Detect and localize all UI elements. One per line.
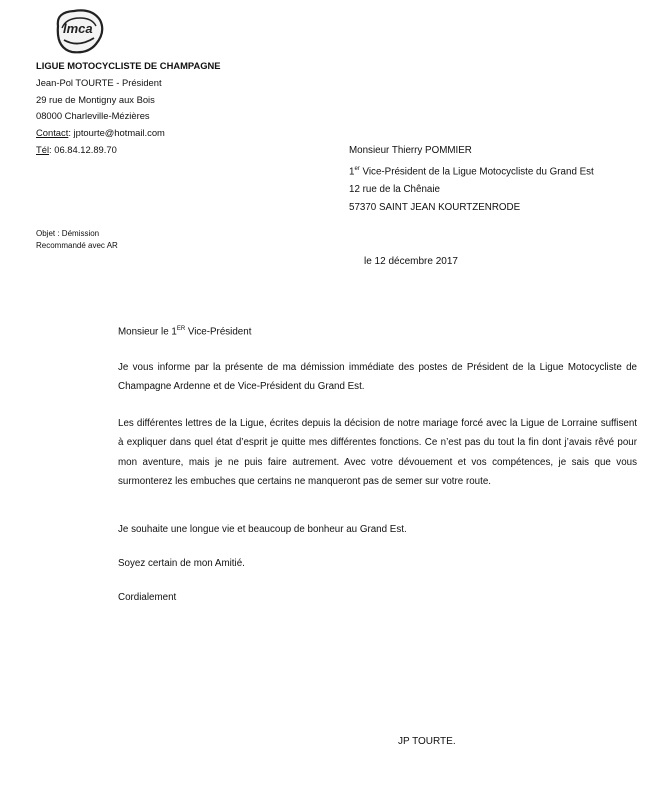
recipient-title: 1er Vice-Président de la Ligue Motocycliste du Grand Est bbox=[349, 166, 594, 178]
closing-wish: Je souhaite une longue vie et beaucoup de bonheur au Grand Est. bbox=[118, 524, 407, 535]
recipient-block bbox=[349, 142, 594, 217]
tel-value: : 06.84.12.89.70 bbox=[49, 143, 117, 155]
sender-name: Jean-Pol TOURTE - Président bbox=[36, 76, 162, 88]
recipient-street: 12 rue de la Chênaie bbox=[349, 184, 440, 196]
sender-block bbox=[36, 58, 221, 159]
paragraph-context: Les différentes lettres de la Ligue, écrites depuis la décision de notre mariage forcé avec la Ligue de Lorraine suffisent à expliquer dans quel état d’esprit je quitte mes différentes fonctions. Ce n’est pas du tout la fin dont j’avais rêvé pour mon aventure, mais je ne puis faire autrement. Avec votre dévouement et vos compétences, je sais que vous surmonterez les embuches que certains ne manqueront pas de semer sur votre route. bbox=[118, 418, 637, 488]
tel-label: Tél bbox=[36, 143, 50, 155]
paragraph-resignation: Je vous informe par la présente de ma démission immédiate des postes de Président de la Ligue Motocycliste de Champagne Ardenne et de Vice-Président du Grand Est. bbox=[118, 362, 637, 393]
closing-regards: Cordialement bbox=[118, 592, 177, 603]
svg-text:lmca: lmca bbox=[63, 21, 93, 36]
recipient-city: 57370 SAINT JEAN KOURTZENRODE bbox=[349, 202, 521, 214]
registered-mail-note: Recommandé avec AR bbox=[36, 241, 118, 250]
letter-date: le 12 décembre 2017 bbox=[364, 256, 458, 267]
sender-contact bbox=[36, 125, 221, 142]
sender-org: LIGUE MOTOCYCLISTE DE CHAMPAGNE bbox=[36, 60, 221, 71]
letter-object: Objet : Démission bbox=[36, 229, 100, 238]
closing-friendship: Soyez certain de mon Amitié. bbox=[118, 558, 245, 569]
letter-meta bbox=[36, 228, 118, 252]
contact-label: Contact bbox=[36, 127, 69, 139]
league-logo-icon bbox=[52, 6, 106, 56]
contact-value: : jptourte@hotmail.com bbox=[68, 127, 165, 139]
signature: JP TOURTE. bbox=[398, 736, 456, 747]
recipient-name: Monsieur Thierry POMMIER bbox=[349, 145, 472, 156]
sender-city: 08000 Charleville-Mézières bbox=[36, 110, 150, 122]
league-logo bbox=[52, 6, 106, 56]
salutation: Monsieur le 1ER Vice-Président bbox=[118, 326, 252, 338]
sender-street: 29 rue de Montigny aux Bois bbox=[36, 93, 155, 105]
sender-tel bbox=[36, 142, 221, 159]
